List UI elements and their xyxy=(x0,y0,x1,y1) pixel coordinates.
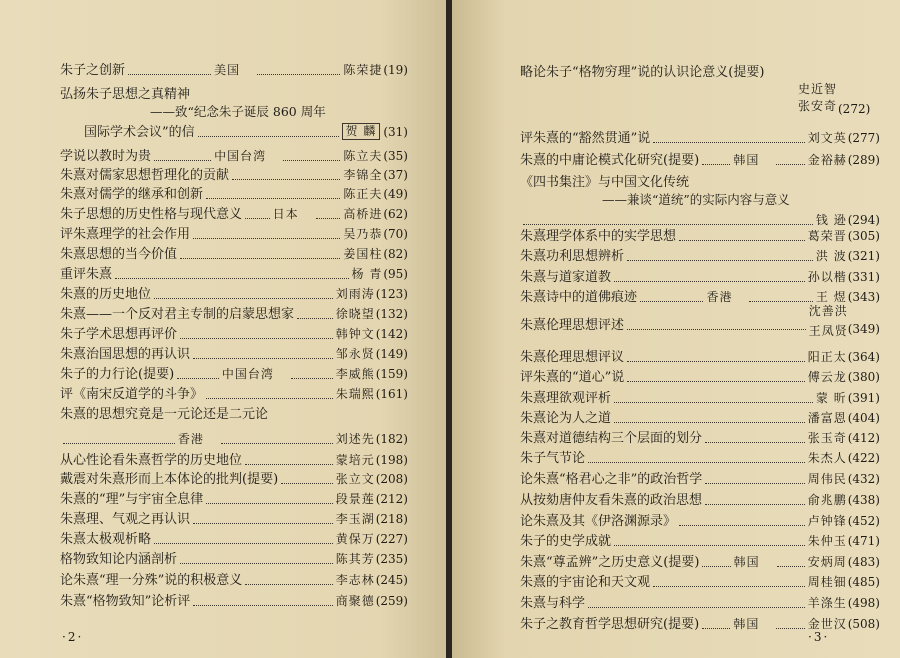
dot-leader xyxy=(291,378,333,379)
toc-page-number: (35) xyxy=(383,149,408,163)
dot-leader xyxy=(627,361,805,362)
toc-author: 段景莲 xyxy=(335,492,375,506)
dot-leader xyxy=(221,443,333,444)
toc-title: 朱熹理学体系中的实学思想 xyxy=(520,229,677,244)
toc-page-number: (331) xyxy=(847,270,880,284)
dot-leader xyxy=(627,260,813,261)
dot-leader xyxy=(115,278,349,279)
dot-leader xyxy=(177,378,219,379)
toc-title: 评《南宋反道学的斗争》 xyxy=(60,387,204,402)
toc-page-number: (277) xyxy=(847,131,880,145)
dot-leader xyxy=(206,198,340,199)
toc-author: 周伟民 xyxy=(807,472,847,486)
toc-author: 金裕赫 xyxy=(807,153,847,167)
dot-leader xyxy=(180,563,333,564)
toc-author: 刘雨涛 xyxy=(335,287,375,301)
toc-author: 韩钟文 xyxy=(335,327,375,341)
toc-entry xyxy=(60,80,408,102)
toc-author: 朱杰人 xyxy=(807,451,847,465)
toc-author: 高桥进 xyxy=(343,207,383,221)
toc-page-number: (452) xyxy=(847,514,880,528)
toc-author: 钱 逊 xyxy=(815,213,847,227)
toc-entry xyxy=(520,444,880,466)
toc-country: 日本 xyxy=(272,207,299,221)
toc-title: 朱熹伦理思想评述 xyxy=(520,318,625,333)
toc-entry xyxy=(520,527,880,549)
toc-title: 弘扬朱子思想之真精神 xyxy=(60,87,191,102)
toc-title: 朱熹理欲观评析 xyxy=(520,391,612,406)
toc-page-number: (218) xyxy=(375,512,408,526)
toc-title: 论朱熹及其《伊洛渊源录》 xyxy=(520,514,677,529)
toc-title: 朱子气节论 xyxy=(520,451,586,466)
toc-author: 史近智 xyxy=(798,82,838,96)
toc-title: 朱熹对儒家思想哲理化的贡献 xyxy=(60,168,230,183)
toc-author: 邹永贤 xyxy=(335,347,375,361)
dot-leader xyxy=(245,584,332,585)
toc-country: 美国 xyxy=(214,63,241,77)
toc-entry xyxy=(60,485,408,507)
toc-author: 安炳周 xyxy=(807,555,847,569)
toc-page-number: (289) xyxy=(847,153,880,167)
toc-page-number: (404) xyxy=(847,411,880,425)
dot-leader xyxy=(640,301,703,302)
left-page xyxy=(0,0,446,658)
toc-page-number: (422) xyxy=(847,451,880,465)
toc-page-number: (483) xyxy=(847,555,880,569)
toc-title: 从按劾唐仲友看朱熹的政治思想 xyxy=(520,493,703,508)
toc-entry xyxy=(520,222,880,244)
toc-page-number: (95) xyxy=(383,267,408,281)
dot-leader xyxy=(614,422,805,423)
toc-title: 朱熹的宇宙论和天文观 xyxy=(520,575,651,590)
toc-page-number: (31) xyxy=(383,125,408,139)
toc-entry xyxy=(60,465,408,487)
toc-title: 《四书集注》与中国文化传统 xyxy=(520,175,690,190)
toc-page-number: (245) xyxy=(375,573,408,587)
dot-leader xyxy=(193,605,332,606)
toc-entry xyxy=(60,360,408,382)
dot-leader xyxy=(297,318,333,319)
toc-author: 徐晓望 xyxy=(335,307,375,321)
toc-page-number: (62) xyxy=(383,207,408,221)
toc-entry xyxy=(520,610,880,632)
toc-author: 傅云龙 xyxy=(807,370,847,384)
toc-entry xyxy=(520,58,880,80)
toc-title: 评朱熹的“豁然贯通”说 xyxy=(520,131,651,146)
dot-leader xyxy=(702,628,730,629)
toc-title: 朱子之创新 xyxy=(60,63,126,78)
dot-leader xyxy=(63,443,175,444)
toc-page-number: (149) xyxy=(375,347,408,361)
toc-entry xyxy=(60,505,408,527)
toc-author: 葛荣晋 xyxy=(807,229,847,243)
toc-title: 评朱熹理学的社会作用 xyxy=(60,227,191,242)
toc-title: 朱熹的思想究竟是一元论还是二元论 xyxy=(60,407,269,422)
toc-page-number: (471) xyxy=(847,534,880,548)
toc-title: 评朱熹的“道心”说 xyxy=(520,370,625,385)
toc-entry xyxy=(60,320,408,342)
toc-title: 朱熹的中庸论模式化研究(提要) xyxy=(520,153,700,168)
dot-leader xyxy=(588,462,805,463)
toc-page-number: (498) xyxy=(847,596,880,610)
toc-country: 中国台湾 xyxy=(214,149,267,163)
toc-author: 刘文英 xyxy=(807,131,847,145)
toc-author: 张安奇 xyxy=(798,99,838,113)
toc-page-number: (227) xyxy=(375,532,408,546)
toc-author: 李锦全 xyxy=(343,168,383,182)
toc-entry xyxy=(520,343,880,365)
dot-leader xyxy=(653,142,804,143)
dot-leader xyxy=(193,238,340,239)
toc-country: 中国台湾 xyxy=(221,367,274,381)
page-number-left: ·2· xyxy=(62,630,84,644)
toc-title: 朱熹——一个反对君主专制的启蒙思想家 xyxy=(60,307,295,322)
dot-leader xyxy=(705,442,805,443)
toc-page-number: (364) xyxy=(847,350,880,364)
toc-title: 格物致知论内涵剖析 xyxy=(60,552,178,567)
toc-entry xyxy=(60,300,408,322)
toc-author: 羊涤生 xyxy=(807,596,847,610)
toc-author: 朱仲玉 xyxy=(807,534,847,548)
toc-entry xyxy=(60,220,408,242)
toc-title: 朱熹思想的当今价值 xyxy=(60,247,178,262)
toc-author: 蒙培元 xyxy=(335,453,375,467)
toc-entry xyxy=(60,200,408,222)
dot-leader xyxy=(614,281,805,282)
toc-page-number: (272) xyxy=(838,102,871,116)
toc-entry xyxy=(60,340,408,362)
toc-author: 蒙 昕 xyxy=(815,391,847,405)
dot-leader xyxy=(180,258,340,259)
toc-entry xyxy=(60,380,408,402)
dot-leader xyxy=(154,298,333,299)
toc-title: 朱熹的“理”与宇宙全息律 xyxy=(60,492,204,507)
toc-title: 戴震对朱熹形而上本体论的批判(提要) xyxy=(60,472,279,487)
toc-page-number: (37) xyxy=(383,168,408,182)
toc-page-number: (343) xyxy=(847,290,881,304)
dot-leader xyxy=(705,483,804,484)
toc-entry xyxy=(520,363,880,385)
toc-page-number: (142) xyxy=(375,327,408,341)
toc-page-number: (82) xyxy=(383,247,408,261)
toc-title: 朱子思想的历史性格与现代意义 xyxy=(60,207,243,222)
toc-page-number: (212) xyxy=(375,492,408,506)
toc-author: 孙以楷 xyxy=(807,270,847,284)
dot-leader xyxy=(193,358,333,359)
toc-page-number: (508) xyxy=(847,617,880,631)
toc-author: 王 煜 xyxy=(815,290,847,304)
dot-leader xyxy=(281,483,333,484)
toc-country: 韩国 xyxy=(733,555,760,569)
toc-entry xyxy=(60,545,408,567)
toc-entry xyxy=(60,566,408,588)
toc-entry xyxy=(60,240,408,262)
toc-title: 略论朱子“格物穷理”说的认识论意义(提要) xyxy=(520,65,765,80)
toc-page-number: (391) xyxy=(847,391,880,405)
dot-leader xyxy=(180,338,333,339)
toc-page-number: (132) xyxy=(375,307,408,321)
toc-entry xyxy=(520,242,880,264)
toc-author: 李玉湖 xyxy=(335,512,375,526)
toc-page-number: (159) xyxy=(375,367,408,381)
toc-entry xyxy=(60,56,408,78)
toc-page-number: (19) xyxy=(383,63,408,77)
toc-entry xyxy=(520,548,880,570)
toc-entry xyxy=(60,400,408,422)
dot-leader xyxy=(614,402,813,403)
toc-author: 商聚德 xyxy=(335,594,375,608)
dot-leader xyxy=(257,74,340,75)
toc-author: 金世汉 xyxy=(807,617,847,631)
toc-page-number: (321) xyxy=(847,249,880,263)
toc-country: 香港 xyxy=(706,290,733,304)
dot-leader xyxy=(154,543,333,544)
toc-author: 俞兆鹏 xyxy=(807,493,847,507)
toc-entry xyxy=(520,168,880,190)
toc-title: 重评朱熹 xyxy=(60,267,113,282)
toc-entry xyxy=(60,280,408,302)
toc-entry xyxy=(520,263,880,285)
toc-title: 朱熹伦理思想评议 xyxy=(520,350,625,365)
toc-country: 韩国 xyxy=(733,617,760,631)
toc-title: 学说以教时为贵 xyxy=(60,149,152,164)
toc-author: 阳正太 xyxy=(807,350,847,364)
toc-page-number: (349) xyxy=(847,322,880,336)
toc-title: 论朱熹“格君心之非”的政治哲学 xyxy=(520,472,703,487)
toc-title: 从心性论看朱熹哲学的历史地位 xyxy=(60,453,243,468)
toc-entry xyxy=(520,283,880,305)
toc-title: 朱子之教育哲学思想研究(提要) xyxy=(520,617,700,632)
dot-leader xyxy=(749,301,812,302)
dot-leader xyxy=(679,240,805,241)
toc-entry xyxy=(520,507,880,529)
toc-author: 洪 波 xyxy=(815,249,847,263)
toc-title: 论朱熹“理一分殊”说的积极意义 xyxy=(60,573,243,588)
toc-author: 周桂钿 xyxy=(807,575,847,589)
toc-entry xyxy=(520,304,880,338)
dot-leader xyxy=(627,329,806,330)
toc-title: 朱熹理、气观之再认识 xyxy=(60,512,191,527)
toc-entry xyxy=(60,587,408,609)
toc-author-stack xyxy=(808,304,848,338)
toc-author: 张玉奇 xyxy=(807,431,847,445)
toc-page-number: (380) xyxy=(847,370,880,384)
dot-leader xyxy=(316,218,341,219)
toc-title: 国际学术会议”的信 xyxy=(84,125,195,140)
dot-leader xyxy=(614,545,805,546)
toc-entry xyxy=(520,424,880,446)
toc-title: 朱子的史学成就 xyxy=(520,534,612,549)
toc-author: 吴乃恭 xyxy=(343,227,383,241)
dot-leader xyxy=(702,566,730,567)
toc-entry xyxy=(60,425,408,447)
toc-page-number: (305) xyxy=(847,229,880,243)
toc-title: 朱熹太极观析略 xyxy=(60,532,152,547)
toc-author: 刘述先 xyxy=(335,432,375,446)
dot-leader xyxy=(198,136,339,137)
toc-title: 朱熹对儒学的继承和创新 xyxy=(60,187,204,202)
toc-author: 陈其芳 xyxy=(335,552,375,566)
toc-page-number: (259) xyxy=(375,594,408,608)
toc-page-number: (294) xyxy=(847,213,880,227)
toc-title: 朱熹与科学 xyxy=(520,596,586,611)
toc-author: 黄保万 xyxy=(335,532,375,546)
toc-entry xyxy=(520,384,880,406)
toc-entry xyxy=(60,180,408,202)
toc-entry xyxy=(520,465,880,487)
toc-page-number: (208) xyxy=(375,472,408,486)
toc-author: 张立文 xyxy=(335,472,375,486)
toc-title: 朱熹诗中的道佛痕迹 xyxy=(520,290,638,305)
toc-author: 李志林 xyxy=(335,573,375,587)
toc-title: 朱熹的历史地位 xyxy=(60,287,152,302)
toc-page-number: (485) xyxy=(847,575,880,589)
dot-leader xyxy=(776,628,804,629)
dot-leader xyxy=(777,566,805,567)
toc-page-number: (432) xyxy=(847,472,880,486)
toc-title: 朱熹论为人之道 xyxy=(520,411,612,426)
toc-country: 韩国 xyxy=(733,153,760,167)
dot-leader xyxy=(193,523,333,524)
toc-entry xyxy=(520,589,880,611)
toc-entry xyxy=(60,118,408,140)
dot-leader xyxy=(128,74,211,75)
dot-leader xyxy=(653,586,805,587)
toc-page-number: (412) xyxy=(847,431,880,445)
toc-entry xyxy=(60,525,408,547)
toc-title: 朱熹对道德结构三个层面的划分 xyxy=(520,431,703,446)
dot-leader xyxy=(245,218,270,219)
toc-subtitle: ——兼谈“道统”的实际内容与意义 xyxy=(602,192,790,207)
toc-page-number: (235) xyxy=(375,552,408,566)
toc-entry xyxy=(520,124,880,146)
toc-author: 陈立夫 xyxy=(343,149,383,163)
toc-title: 朱子的力行论(提要) xyxy=(60,367,175,382)
toc-author: 王凤贤 xyxy=(808,324,848,338)
dot-leader xyxy=(679,525,805,526)
toc-title: 朱熹功利思想辨析 xyxy=(520,249,625,264)
toc-country: 香港 xyxy=(177,432,204,446)
toc-title: 朱熹与道家道教 xyxy=(520,270,612,285)
toc-author: 李威熊 xyxy=(335,367,375,381)
toc-page-number: (70) xyxy=(383,227,408,241)
dot-leader xyxy=(705,504,805,505)
dot-leader xyxy=(776,164,804,165)
toc-title: 朱熹“尊孟辨”之历史意义(提要) xyxy=(520,555,700,570)
right-page xyxy=(452,0,900,658)
toc-page-number: (198) xyxy=(375,453,408,467)
dot-leader xyxy=(627,381,804,382)
toc-page-number: (49) xyxy=(383,187,408,201)
toc-page-number: (438) xyxy=(847,493,880,507)
dot-leader xyxy=(206,503,332,504)
toc-title: 朱熹“格物致知”论析评 xyxy=(60,594,191,609)
toc-author: 潘富恩 xyxy=(807,411,847,425)
toc-entry xyxy=(520,146,880,168)
toc-entry xyxy=(520,486,880,508)
toc-title: 朱子学术思想再评价 xyxy=(60,327,178,342)
toc-page-number: (123) xyxy=(375,287,408,301)
toc-author: 姜国柱 xyxy=(343,247,383,261)
toc-page-number: (182) xyxy=(375,432,408,446)
toc-page-number: (161) xyxy=(375,387,408,401)
page-number-right: ·3· xyxy=(808,630,830,644)
toc-author: 贺 麟 xyxy=(342,123,381,140)
toc-entry xyxy=(520,404,880,426)
toc-author: 朱瑞熙 xyxy=(335,387,375,401)
toc-author: 陈正夫 xyxy=(343,187,383,201)
toc-author: 沈善洪 xyxy=(808,304,848,318)
toc-entry xyxy=(520,568,880,590)
toc-author: 卢钟锋 xyxy=(807,514,847,528)
toc-author: 杨 青 xyxy=(351,267,383,281)
toc-author: 陈荣捷 xyxy=(343,63,383,77)
dot-leader xyxy=(588,607,805,608)
toc-subtitle: ——致“纪念朱子诞辰 860 周年 xyxy=(150,104,326,119)
dot-leader xyxy=(702,164,730,165)
toc-entry xyxy=(60,260,408,282)
dot-leader xyxy=(206,398,333,399)
toc-title: 朱熹治国思想的再认识 xyxy=(60,347,191,362)
